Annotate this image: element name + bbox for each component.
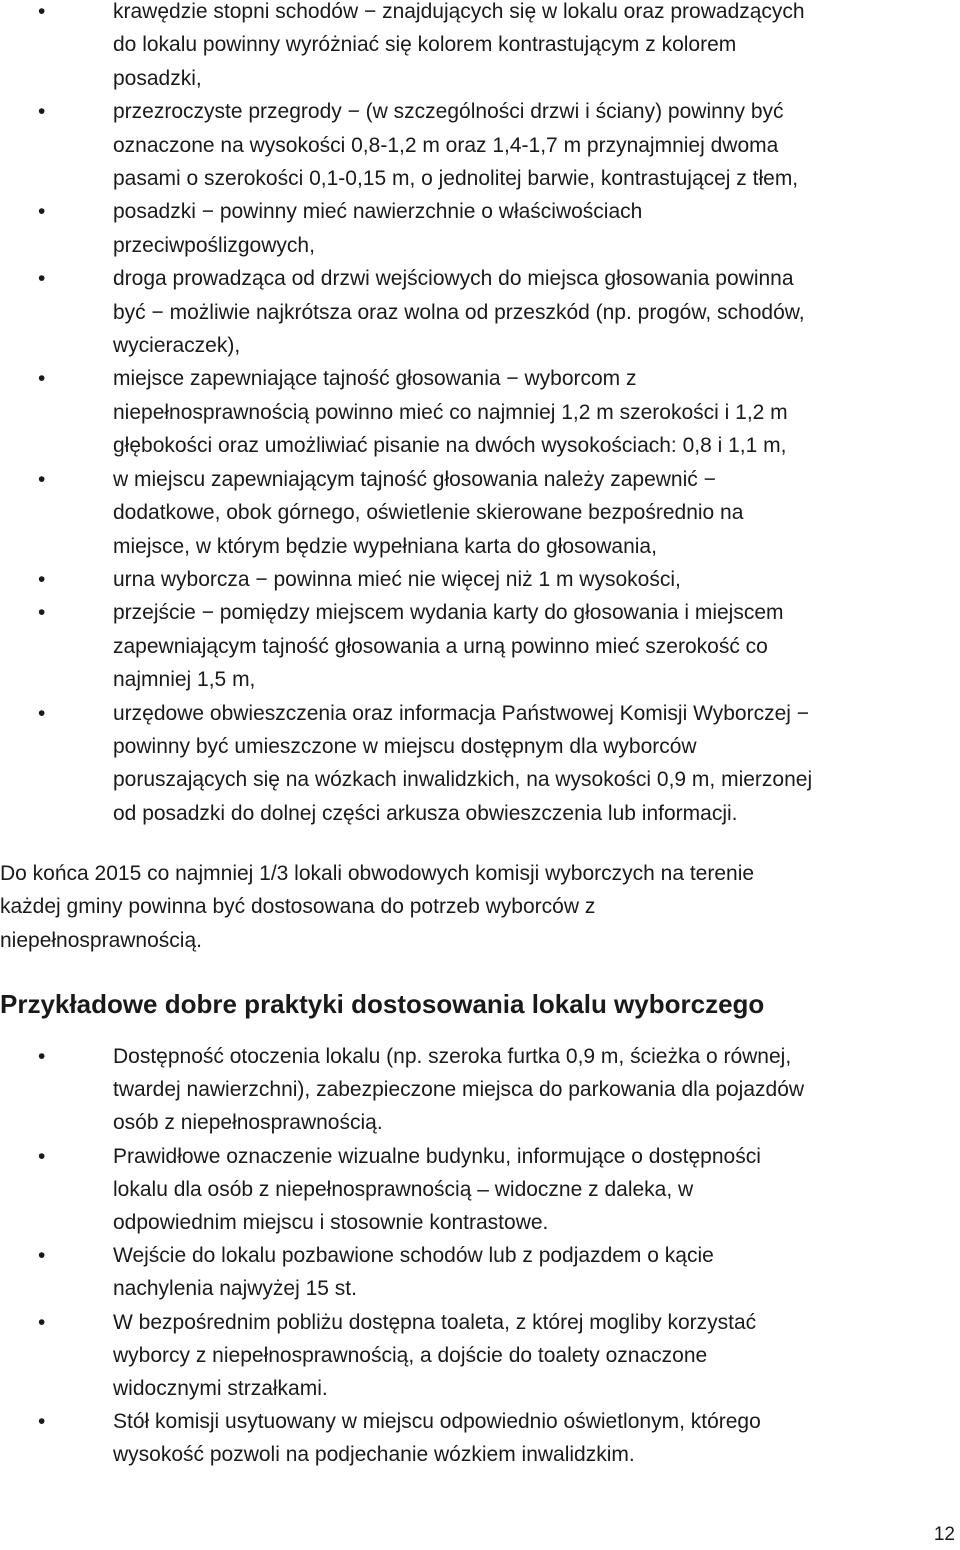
list-item-line: głębokości oraz umożliwiać pisanie na dwóch wysokościach: 0,8 i 1,1 m,: [113, 434, 787, 458]
list-item: [0, 463, 960, 563]
page-number: 12: [933, 1524, 955, 1545]
list-item: [0, 0, 960, 95]
list-item: [0, 1239, 960, 1305]
list-item-line: być − możliwie najkrótsza oraz wolna od przeszkód (np. progów, schodów,: [113, 300, 805, 324]
bullet-icon: •: [38, 0, 46, 23]
list-item: [0, 195, 960, 262]
list-item-line: lokalu dla osób z niepełnosprawnością – widoczne z daleka, w: [113, 1177, 694, 1201]
list-item-line: W bezpośrednim pobliżu dostępna toaleta, z której mogliby korzystać: [113, 1310, 757, 1334]
list-item-line: oznaczone na wysokości 0,8-1,2 m oraz 1,4-1,7 m przynajmniej dwoma: [113, 133, 779, 157]
bullet-icon: •: [38, 367, 46, 391]
list-item: [0, 1040, 960, 1140]
list-item-line: poruszających się na wózkach inwalidzkich, na wysokości 0,9 m, mierzonej: [113, 768, 813, 792]
paragraph-line: Do końca 2015 co najmniej 1/3 lokali obwodowych komisji wyborczych na terenie: [0, 862, 755, 885]
list-item-line: Wejście do lokalu pozbawione schodów lub z podjazdem o kącie: [113, 1244, 714, 1268]
list-item-line: wyborcy z niepełnosprawnością, a dojście do toalety oznaczone: [113, 1343, 708, 1367]
list-item-line: niepełnosprawnością powinno mieć co najmniej 1,2 m szerokości i 1,2 m: [113, 400, 788, 424]
list-item-line: zapewniającym tajność głosowania a urną powinno mieć szerokość co: [113, 634, 768, 658]
list-item-line: najmniej 1,5 m,: [113, 668, 256, 692]
list-item-line: posadzki,: [113, 66, 202, 90]
list-item-line: krawędzie stopni schodów − znajdujących się w lokalu oraz prowadzących: [113, 0, 805, 23]
list-item-line: przeciwpoślizgowych,: [113, 233, 315, 257]
good-practices-list: [0, 1040, 960, 1472]
list-item-line: od posadzki do dolnej części arkusza obwieszczenia lub informacji.: [113, 801, 738, 825]
list-item: [0, 1306, 960, 1406]
list-item-line: miejsce zapewniające tajność głosowania − wyborcom z: [113, 367, 637, 391]
list-item-line: przezroczyste przegrody − (w szczególności drzwi i ściany) powinny być: [113, 100, 784, 124]
list-item-line: widocznymi strzałkami.: [113, 1377, 328, 1401]
list-item: [0, 697, 960, 831]
list-item-line: pasami o szerokości 0,1-0,15 m, o jednolitej barwie, kontrastującej z tłem,: [113, 167, 799, 191]
list-item-line: wycieraczek),: [113, 334, 241, 358]
list-item-line: miejsce, w którym będzie wypełniana karta do głosowania,: [113, 534, 657, 558]
list-item-line: nachylenia najwyżej 15 st.: [113, 1277, 357, 1301]
list-item-line: droga prowadząca od drzwi wejściowych do miejsca głosowania powinna: [113, 267, 794, 291]
paragraph-line: niepełnosprawnością.: [0, 928, 202, 952]
bullet-icon: •: [38, 1045, 46, 1068]
list-item-line: powinny być umieszczone w miejscu dostępnym dla wyborców: [113, 734, 697, 758]
list-item-line: Prawidłowe oznaczenie wizualne budynku, informujące o dostępności: [113, 1144, 761, 1168]
list-item-line: Stół komisji usytuowany w miejscu odpowiednio oświetlonym, którego: [113, 1410, 761, 1434]
list-item-line: urna wyborcza − powinna mieć nie więcej niż 1 m wysokości,: [113, 567, 681, 591]
list-item-line: w miejscu zapewniającym tajność głosowania należy zapewnić −: [113, 467, 716, 491]
section-heading: Przykładowe dobre praktyki dostosowania lokalu wyborczego: [0, 989, 765, 1019]
list-item-line: dodatkowe, obok górnego, oświetlenie skierowane bezpośrednio na: [113, 501, 744, 525]
list-item-line: odpowiednim miejscu i stosownie kontrastowe.: [113, 1211, 549, 1235]
deadline-paragraph: [0, 857, 960, 957]
list-item: [0, 262, 960, 362]
list-item-line: Dostępność otoczenia lokalu (np. szeroka furtka 0,9 m, ścieżka o równej,: [113, 1045, 792, 1068]
list-item: [0, 95, 960, 195]
list-item-line: twardej nawierzchni), zabezpieczone miejsca do parkowania dla pojazdów: [113, 1078, 805, 1102]
bullet-icon: •: [38, 200, 46, 224]
bullet-icon: •: [38, 467, 46, 491]
bullet-icon: •: [38, 267, 46, 291]
list-item-line: osób z niepełnosprawnością.: [113, 1111, 383, 1135]
list-item: [0, 362, 960, 462]
list-item-line: do lokalu powinny wyróżniać się kolorem kontrastującym z kolorem: [113, 33, 737, 57]
list-item: [0, 1140, 960, 1240]
bullet-icon: •: [38, 1244, 46, 1268]
bullet-icon: •: [38, 1144, 46, 1168]
paragraph-line: każdej gminy powinna być dostosowana do potrzeb wyborców z: [0, 895, 596, 919]
list-item-line: wysokość pozwoli na podjechanie wózkiem inwalidzkim.: [113, 1443, 635, 1467]
bullet-icon: •: [38, 1310, 46, 1334]
bullet-icon: •: [38, 601, 46, 625]
list-item-line: przejście − pomiędzy miejscem wydania karty do głosowania i miejscem: [113, 601, 784, 625]
list-item-line: posadzki − powinny mieć nawierzchnie o właściwościach: [113, 200, 643, 224]
list-item: [0, 1405, 960, 1471]
list-item: [0, 563, 960, 596]
list-item-line: urzędowe obwieszczenia oraz informacja Państwowej Komisji Wyborczej −: [113, 701, 810, 725]
bullet-icon: •: [38, 100, 46, 124]
list-item: [0, 596, 960, 696]
bullet-icon: •: [38, 1410, 46, 1434]
bullet-icon: •: [38, 701, 46, 725]
bullet-icon: •: [38, 567, 46, 591]
